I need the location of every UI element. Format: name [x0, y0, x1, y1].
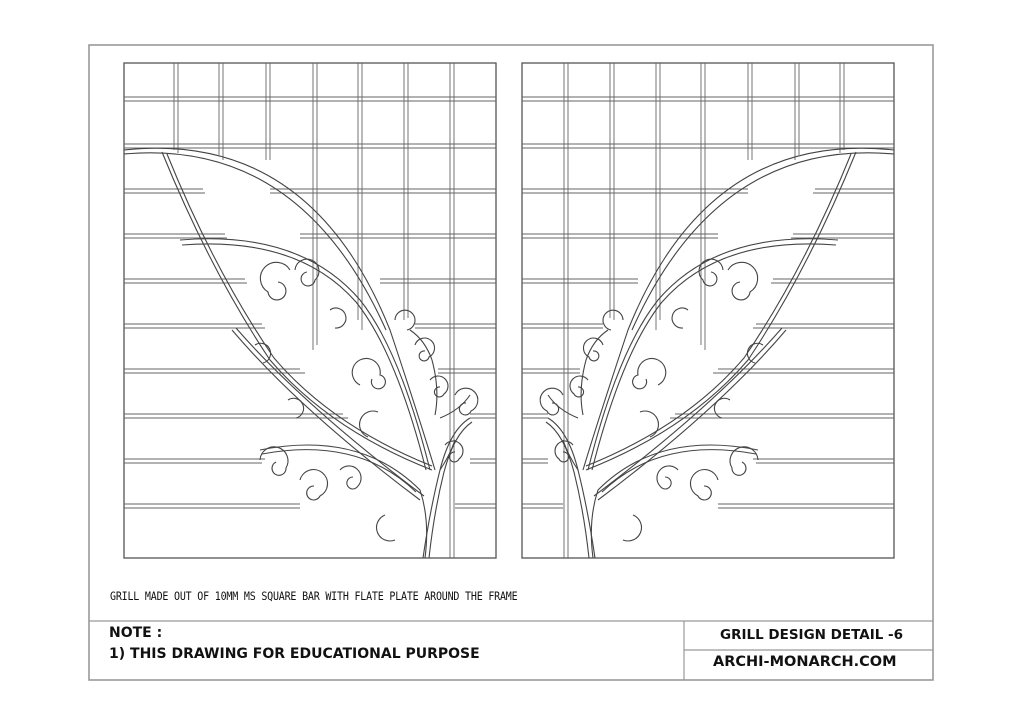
drawing-title: GRILL DESIGN DETAIL -6	[720, 627, 904, 643]
right-grill-panel	[522, 63, 894, 558]
material-note: GRILL MADE OUT OF 10MM MS SQUARE BAR WITH FLATE PLATE AROUND THE FRAME	[110, 591, 518, 604]
note-heading: NOTE :	[109, 625, 163, 641]
note-line-1: 1) THIS DRAWING FOR EDUCATIONAL PURPOSE	[109, 646, 480, 662]
sheet-border	[89, 45, 933, 680]
left-grill-panel	[124, 63, 496, 558]
website-label: ARCHI-MONARCH.COM	[713, 654, 897, 670]
